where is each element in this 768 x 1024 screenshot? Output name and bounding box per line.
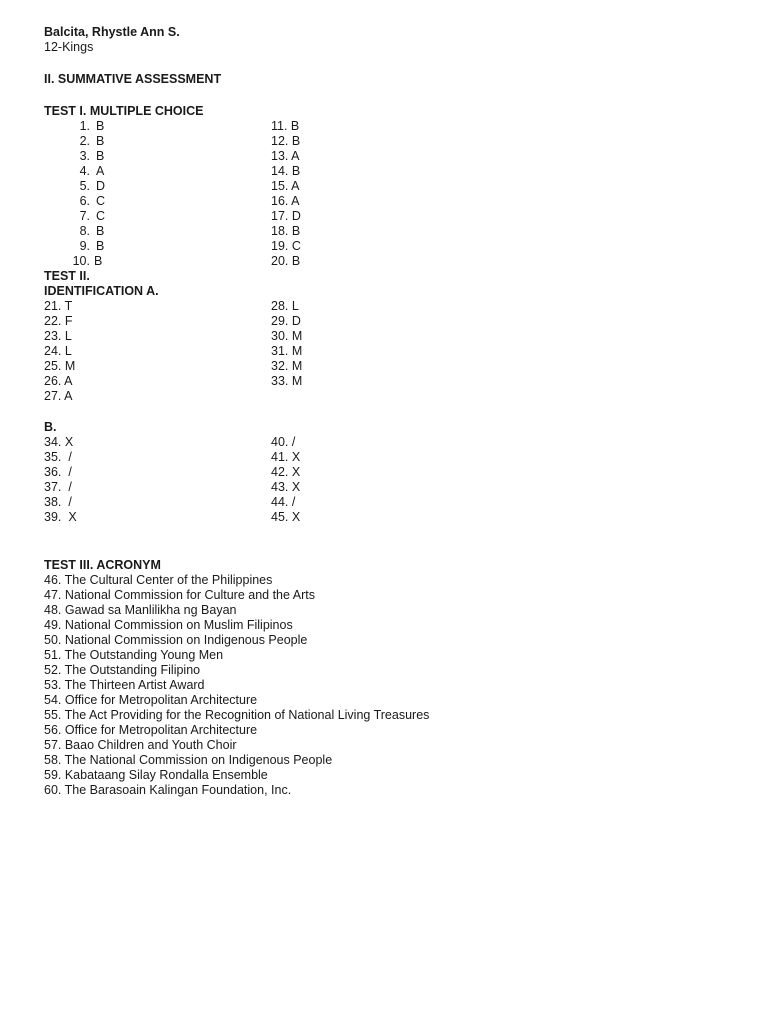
answer-row <box>44 179 724 194</box>
answer-number: 4. <box>79 164 90 178</box>
list-item: 53. The Thirteen Artist Award <box>44 678 205 692</box>
answer-row <box>44 389 724 404</box>
answer-row <box>44 495 724 510</box>
answer-item: 26. A <box>44 374 73 388</box>
answer-item: 42. X <box>271 465 301 479</box>
answer-number: 8. <box>79 224 90 238</box>
answer-item: 29. D <box>271 314 301 328</box>
answer-item: 25. M <box>44 359 76 373</box>
answer-item: 30. M <box>271 329 303 343</box>
section-title: II. SUMMATIVE ASSESSMENT <box>44 72 222 86</box>
answer-item: 37. / <box>44 480 72 494</box>
student-section: 12-Kings <box>44 40 94 54</box>
answer-letter: A <box>96 164 105 178</box>
answer-item: 28. L <box>271 299 299 313</box>
list-item: 57. Baao Children and Youth Choir <box>44 738 237 752</box>
answer-item: 43. X <box>271 480 301 494</box>
list-item: 51. The Outstanding Young Men <box>44 648 224 662</box>
answer-item: 33. M <box>271 374 303 388</box>
list-item: 54. Office for Metropolitan Architecture <box>44 693 258 707</box>
answer-letter: C <box>96 209 106 223</box>
answer-item: 40. / <box>271 435 296 449</box>
answer-item: 44. / <box>271 495 296 509</box>
answer-item: 39. X <box>44 510 77 524</box>
answer-item: 45. X <box>271 510 301 524</box>
answer-letter: B <box>96 224 105 238</box>
test2-b-answers <box>44 435 724 525</box>
answer-item: 17. D <box>271 209 301 223</box>
answer-item: 19. C <box>271 239 301 253</box>
answer-row <box>44 344 724 359</box>
answer-letter: B <box>96 149 105 163</box>
answer-row <box>44 450 724 465</box>
answer-row <box>44 149 724 164</box>
list-item: 56. Office for Metropolitan Architecture <box>44 723 258 737</box>
answer-row <box>44 254 724 269</box>
answer-number: 3. <box>79 149 90 163</box>
answer-number: 9. <box>79 239 90 253</box>
answer-row <box>44 119 724 134</box>
answer-row <box>44 329 724 344</box>
list-item: 52. The Outstanding Filipino <box>44 663 201 677</box>
list-item: 59. Kabataang Silay Rondalla Ensemble <box>44 768 268 782</box>
list-item: 48. Gawad sa Manlilikha ng Bayan <box>44 603 237 617</box>
answer-row <box>44 239 724 254</box>
answer-row <box>44 435 724 450</box>
answer-item: 14. B <box>271 164 301 178</box>
answer-item: 38. / <box>44 495 72 509</box>
list-item: 50. National Commission on Indigenous People <box>44 633 308 647</box>
answer-letter: B <box>96 134 105 148</box>
list-item: 49. National Commission on Muslim Filipinos <box>44 618 293 632</box>
answer-row <box>44 359 724 374</box>
answer-letter: D <box>96 179 106 193</box>
list-item: 47. National Commission for Culture and the Arts <box>44 588 315 602</box>
list-item: 58. The National Commission on Indigenous People <box>44 753 333 767</box>
answer-item: 15. A <box>271 179 300 193</box>
answer-row <box>44 299 724 314</box>
test2-subtitle-b: B. <box>44 420 57 434</box>
answer-letter: B <box>94 254 103 268</box>
answer-row <box>44 510 724 525</box>
answer-item: 11. B <box>271 119 300 133</box>
answer-item: 18. B <box>271 224 301 238</box>
test1-answers <box>44 119 724 269</box>
test2-subtitle-a: IDENTIFICATION A. <box>44 284 159 298</box>
list-item: 55. The Act Providing for the Recognition of National Living Treasures <box>44 708 430 722</box>
answer-item: 35. / <box>44 450 72 464</box>
answer-item: 23. L <box>44 329 72 343</box>
answer-item: 22. F <box>44 314 73 328</box>
answer-row <box>44 194 724 209</box>
list-item: 46. The Cultural Center of the Philippines <box>44 573 273 587</box>
list-item: 60. The Barasoain Kalingan Foundation, Inc. <box>44 783 292 797</box>
answer-item: 36. / <box>44 465 72 479</box>
test1-title: TEST I. MULTIPLE CHOICE <box>44 104 204 118</box>
answer-letter: C <box>96 194 106 208</box>
answer-item: 24. L <box>44 344 72 358</box>
test2-a-answers <box>44 299 724 404</box>
answer-item: 13. A <box>271 149 300 163</box>
answer-item: 12. B <box>271 134 301 148</box>
test3-answers <box>44 573 724 798</box>
answer-letter: B <box>96 239 105 253</box>
answer-item: 21. T <box>44 299 73 313</box>
answer-row <box>44 209 724 224</box>
answer-number: 7. <box>79 209 90 223</box>
answer-item: 27. A <box>44 389 73 403</box>
answer-row <box>44 164 724 179</box>
answer-number: 10. <box>72 254 90 268</box>
answer-row <box>44 480 724 495</box>
answer-letter: B <box>96 119 105 133</box>
student-name: Balcita, Rhystle Ann S. <box>44 25 180 39</box>
answer-item: 32. M <box>271 359 303 373</box>
answer-number: 1. <box>79 119 90 133</box>
answer-item: 20. B <box>271 254 301 268</box>
answer-number: 6. <box>79 194 90 208</box>
answer-item: 41. X <box>271 450 301 464</box>
answer-row <box>44 374 724 389</box>
answer-item: 34. X <box>44 435 74 449</box>
answer-number: 2. <box>79 134 90 148</box>
answer-item: 31. M <box>271 344 303 358</box>
answer-row <box>44 314 724 329</box>
test2-title: TEST II. <box>44 269 90 283</box>
answer-item: 16. A <box>271 194 300 208</box>
answer-number: 5. <box>79 179 90 193</box>
answer-row <box>44 134 724 149</box>
test3-title: TEST III. ACRONYM <box>44 558 161 572</box>
document-page <box>44 25 724 798</box>
answer-row <box>44 465 724 480</box>
answer-row <box>44 224 724 239</box>
